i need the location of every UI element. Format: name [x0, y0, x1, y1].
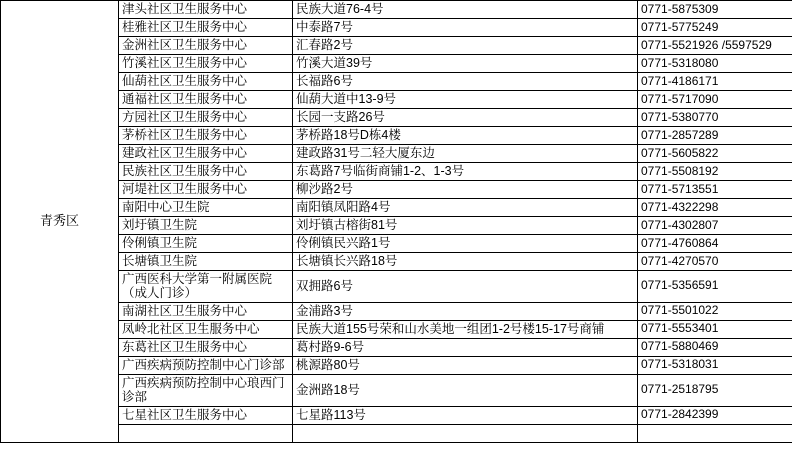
institution-name-cell: 广西疾病预防控制中心琅西门诊部: [119, 374, 293, 406]
table-row: [1, 320, 792, 338]
institution-name-cell: 茅桥社区卫生服务中心: [119, 127, 293, 145]
address-cell: 长福路6号: [293, 73, 638, 91]
table-row: [1, 253, 792, 271]
table-row: [1, 109, 792, 127]
phone-cell: 0771-5713551: [638, 181, 792, 199]
address-cell: 伶俐镇民兴路1号: [293, 235, 638, 253]
table-row: [1, 91, 792, 109]
address-cell: 东葛路7号临街商铺1-2、1-3号: [293, 163, 638, 181]
address-cell: 七星路113号: [293, 406, 638, 424]
address-cell: 长园一支路26号: [293, 109, 638, 127]
table-row: [1, 235, 792, 253]
table-row: [1, 338, 792, 356]
phone-cell: 0771-5605822: [638, 145, 792, 163]
phone-cell: 0771-2857289: [638, 127, 792, 145]
institution-name-cell: 长塘镇卫生院: [119, 253, 293, 271]
table-row: [1, 55, 792, 73]
address-cell: 金洲路18号: [293, 374, 638, 406]
table-row: [1, 127, 792, 145]
institution-name-cell: 七星社区卫生服务中心: [119, 406, 293, 424]
table-row-partial: [1, 424, 792, 442]
institution-name-cell: 东葛社区卫生服务中心: [119, 338, 293, 356]
region-cell: 青秀区: [1, 1, 119, 443]
phone-cell: 0771-4322298: [638, 199, 792, 217]
institution-name-cell: 竹溪社区卫生服务中心: [119, 55, 293, 73]
institution-name-cell: 建政社区卫生服务中心: [119, 145, 293, 163]
institution-name-cell: 金洲社区卫生服务中心: [119, 37, 293, 55]
table-row: [1, 145, 792, 163]
table-row: [1, 199, 792, 217]
table-row: [1, 271, 792, 303]
institution-name-cell: 桂雅社区卫生服务中心: [119, 19, 293, 37]
address-cell: 民族大道155号荣和山水美地一组团1-2号楼15-17号商铺: [293, 320, 638, 338]
institution-name-cell: 南湖社区卫生服务中心: [119, 302, 293, 320]
table-row: [1, 356, 792, 374]
institution-name-cell: 方园社区卫生服务中心: [119, 109, 293, 127]
phone-cell: 0771-5508192: [638, 163, 792, 181]
address-cell: 葛村路9-6号: [293, 338, 638, 356]
address-cell: 建政路31号二轻大厦东边: [293, 145, 638, 163]
address-cell: [293, 424, 638, 442]
address-cell: 竹溪大道39号: [293, 55, 638, 73]
institution-name-cell: 南阳中心卫生院: [119, 199, 293, 217]
phone-cell: 0771-4302807: [638, 217, 792, 235]
address-cell: 南阳镇凤阳路4号: [293, 199, 638, 217]
phone-cell: 0771-5875309: [638, 1, 792, 19]
institution-name-cell: 津头社区卫生服务中心: [119, 1, 293, 19]
institution-name-cell: 刘圩镇卫生院: [119, 217, 293, 235]
institution-name-cell: 凤岭北社区卫生服务中心: [119, 320, 293, 338]
phone-cell: 0771-5717090: [638, 91, 792, 109]
phone-cell: 0771-4186171: [638, 73, 792, 91]
address-cell: 长塘镇长兴路18号: [293, 253, 638, 271]
table-row: [1, 73, 792, 91]
phone-cell: 0771-4270570: [638, 253, 792, 271]
table-row: [1, 37, 792, 55]
institution-name-cell: 民族社区卫生服务中心: [119, 163, 293, 181]
phone-cell: [638, 424, 792, 442]
phone-cell: 0771-5521926 /5597529: [638, 37, 792, 55]
table-row: [1, 406, 792, 424]
address-cell: 仙葫大道中13-9号: [293, 91, 638, 109]
phone-cell: 0771-2842399: [638, 406, 792, 424]
table-row: [1, 19, 792, 37]
table-row: [1, 181, 792, 199]
phone-cell: 0771-5356591: [638, 271, 792, 303]
institution-name-cell: 伶俐镇卫生院: [119, 235, 293, 253]
institution-name-cell: [119, 424, 293, 442]
institution-name-cell: 通福社区卫生服务中心: [119, 91, 293, 109]
table-row: [1, 217, 792, 235]
address-cell: 金浦路3号: [293, 302, 638, 320]
phone-cell: 0771-5318080: [638, 55, 792, 73]
institution-name-cell: 广西疾病预防控制中心门诊部: [119, 356, 293, 374]
phone-cell: 0771-5553401: [638, 320, 792, 338]
address-cell: 中泰路7号: [293, 19, 638, 37]
table-row: [1, 302, 792, 320]
address-cell: 茅桥路18号D栋4楼: [293, 127, 638, 145]
address-cell: 刘圩镇古榕街81号: [293, 217, 638, 235]
table-row: [1, 1, 792, 19]
phone-cell: 0771-5880469: [638, 338, 792, 356]
institution-name-cell: 河堤社区卫生服务中心: [119, 181, 293, 199]
phone-cell: 0771-2518795: [638, 374, 792, 406]
phone-cell: 0771-4760864: [638, 235, 792, 253]
institution-name-cell: 仙葫社区卫生服务中心: [119, 73, 293, 91]
institution-name-cell: 广西医科大学第一附属医院（成人门诊）: [119, 271, 293, 303]
address-cell: 双拥路6号: [293, 271, 638, 303]
address-cell: 柳沙路2号: [293, 181, 638, 199]
address-cell: 汇春路2号: [293, 37, 638, 55]
table-row: [1, 374, 792, 406]
phone-cell: 0771-5501022: [638, 302, 792, 320]
address-cell: 桃源路80号: [293, 356, 638, 374]
table-row: [1, 163, 792, 181]
address-cell: 民族大道76-4号: [293, 1, 638, 19]
table-body: [1, 1, 792, 443]
phone-cell: 0771-5380770: [638, 109, 792, 127]
phone-cell: 0771-5775249: [638, 19, 792, 37]
phone-cell: 0771-5318031: [638, 356, 792, 374]
